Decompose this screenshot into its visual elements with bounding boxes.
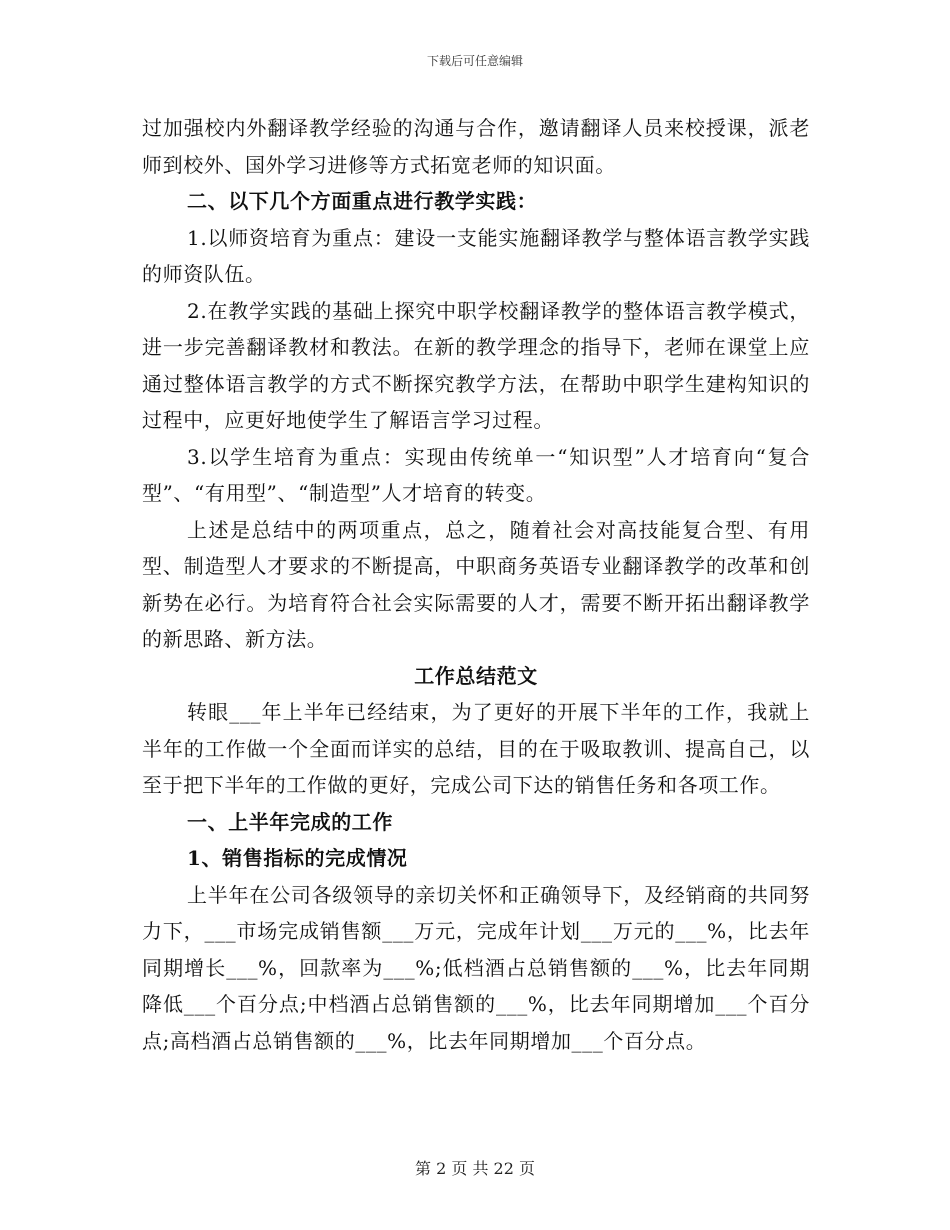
paragraph-summary: 上述是总结中的两项重点，总之，随着社会对高技能复合型、有用型、制造型人才要求的不断提高，中职商务英语专业翻译教学的改革和创新势在必行。为培育符合社会实际需要的人才，需要不断开拓出翻译教学的新思路、新方法。: [142, 517, 810, 651]
page-number: 第 2 页 共 22 页: [415, 1159, 535, 1178]
section-heading-teaching-practice: 二、以下几个方面重点进行教学实践：: [187, 189, 538, 213]
paragraph-intro: 转眼___年上半年已经结束，为了更好的开展下半年的工作，我就上半年的工作做一个全面而详实的总结，目的在于吸取教训、提高自己，以至于把下半年的工作做的更好，完成公司下达的销售任务和各项工作。: [142, 700, 810, 797]
list-item-teaching-model: 2.在教学实践的基础上探究中职学校翻译教学的整体语言教学模式，进一步完善翻译教材和教法。在新的教学理念的指导下，老师在课堂上应通过整体语言教学的方式不断探究教学方法，在帮助中职学生建构知识的过程中，应更好地使学生了解语言学习过程。: [142, 298, 810, 432]
list-item-student-training: 3.以学生培育为重点：实现由传统单一“知识型”人才培育向“复合型”、“有用型”、“制造型”人才培育的转变。: [142, 444, 810, 505]
list-item-teacher-training: 1.以师资培育为重点：建设一支能实施翻译教学与整体语言教学实践的师资队伍。: [142, 225, 810, 286]
download-note: 下载后可任意编辑: [426, 54, 523, 68]
document-body: [142, 110, 810, 1059]
paragraph-continuation: 过加强校内外翻译教学经验的沟通与合作，邀请翻译人员来校授课，派老师到校外、国外学习进修等方式拓宽老师的知识面。: [142, 116, 810, 177]
subsection-heading-sales-targets: 1、销售指标的完成情况: [187, 846, 408, 870]
document-title: 工作总结范文: [414, 663, 538, 688]
section-heading-completed-work: 一、上半年完成的工作: [187, 809, 393, 834]
paragraph-sales-details: 上半年在公司各级领导的亲切关怀和正确领导下，及经销商的共同努力下，___市场完成销售额___万元，完成年计划___万元的___%，比去年同期增长___%，回款率为___%;低档酒占总销售额的___%，比去年同期降低___个百分点;中档酒占总销售额的___%，比去年同期增加___个百分点;高档酒占总销售额的___%，比去年同期增加___个百分点。: [142, 882, 810, 1053]
